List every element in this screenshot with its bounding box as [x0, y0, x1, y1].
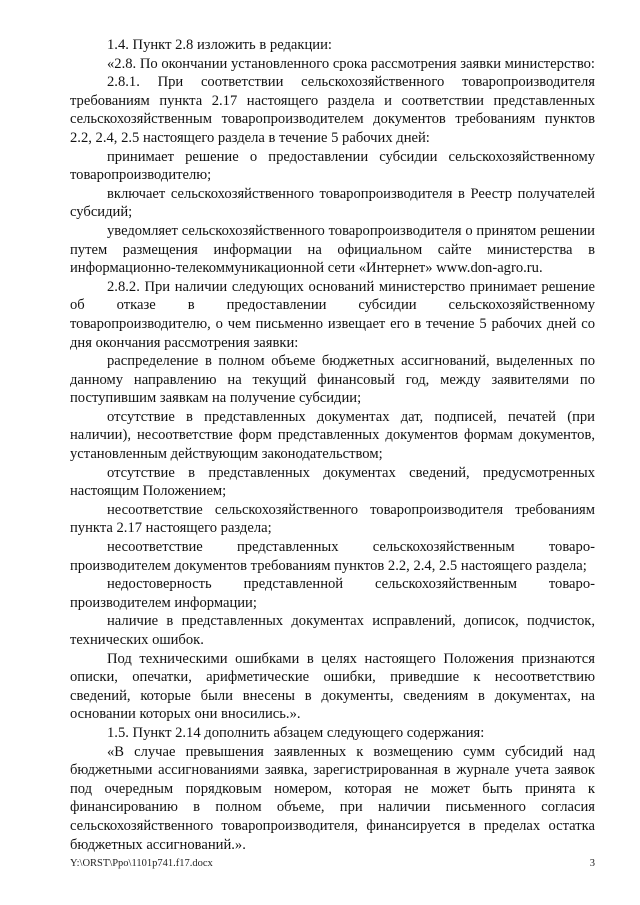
document-body [70, 36, 595, 854]
page-footer [70, 858, 595, 870]
paragraph-item-2-8-1: 2.8.1. При соответствии сельскохозяйственного товаропроизводителя требованиям пункта 2.17 настоящего раздела и соответствии представленных сельскохозяйственным товаропроизводителем документов требованиям пунктов 2.2, 2.4, 2.5 настоящего раздела в течение 5 рабочих дней: [70, 74, 595, 146]
paragraph-item-1-5: 1.5. Пункт 2.14 дополнить абзацем следующего содержания: [107, 724, 485, 741]
paragraph-decision: принимает решение о предоставлении субсидии сельскохозяйственному товаропроизводителю; [70, 148, 595, 184]
paragraph-non-compliance-docs: несоответствие представленных сельскохозяйственным товаропроизводителем документов требованиям пунктов 2.2, 2.4, 2.5 настоящего раздела; [70, 539, 595, 574]
paragraph-registry: включает сельскохозяйственного товаропроизводителя в Реестр получателей субсидий; [70, 185, 595, 221]
paragraph-notification: уведомляет сельскохозяйственного товаропроизводителя о принятом решении путем размещения информации на официальном сайте министерства в информационно-телекоммуникационной сети «Интернет» www.don-agro.ru. [70, 222, 595, 277]
file-path: Y:\ORST\Ppo\1101p741.f17.docx [70, 858, 213, 869]
page-number: 3 [589, 858, 595, 869]
paragraph-item-1-4: 1.4. Пункт 2.8 изложить в редакции: [107, 37, 332, 53]
paragraph-unreliable-info: недостоверность представленной сельскохозяйственным товаропроизводителем информации; [70, 576, 595, 611]
paragraph-item-2-8-2: 2.8.2. При наличии следующих оснований министерство принимает решение об отказе в предоставлении субсидии сельскохозяйственному товаропроизводителю, о чем письменно извещает его в течение 5 рабочих дней со дня окончания рассмотрения заявки: [70, 278, 595, 351]
paragraph-technical-errors: Под техническими ошибками в целях настоящего Положения признаются описки, опечатки, арифметические ошибки, приведшие к несоответствию сведений, которые были внесены в документы, сведениям в документах, на основании которых они вносились.». [70, 650, 595, 723]
paragraph-corrections: наличие в представленных документах исправлений, дописок, подчисток, технических ошибок. [70, 613, 595, 648]
paragraph-budget-distribution: распределение в полном объеме бюджетных ассигнований, выделенных по данному направлению на текущий финансовый год, между заявителями по поступившим заявкам на получение субсидии; [70, 353, 595, 407]
paragraph-excess-claims: «В случае превышения заявленных к возмещению сумм субсидий над бюджетными ассигнованиями заявка, зарегистрированная в журнале учета заявок под очередным порядковым номером, которая не может быть принята к финансированию в полном объеме, при наличии письменного согласия сельскохозяйственного товаропроизводителя, финансируется в пределах остатка бюджетных ассигнований.». [70, 743, 595, 853]
paragraph-missing-signatures: отсутствие в представленных документах дат, подписей, печатей (при наличии), несоответствие форм представленных документов формам документов, установленным действующим законодательством; [70, 408, 595, 463]
paragraph-missing-info: отсутствие в представленных документах сведений, предусмотренных настоящим Положением; [70, 464, 595, 500]
paragraph-non-compliance-2-17: несоответствие сельскохозяйственного товаропроизводителя требованиям пункта 2.17 настоящего раздела; [70, 501, 595, 537]
paragraph-item-2-8: «2.8. По окончании установленного срока рассмотрения заявки министерство: [107, 55, 595, 72]
